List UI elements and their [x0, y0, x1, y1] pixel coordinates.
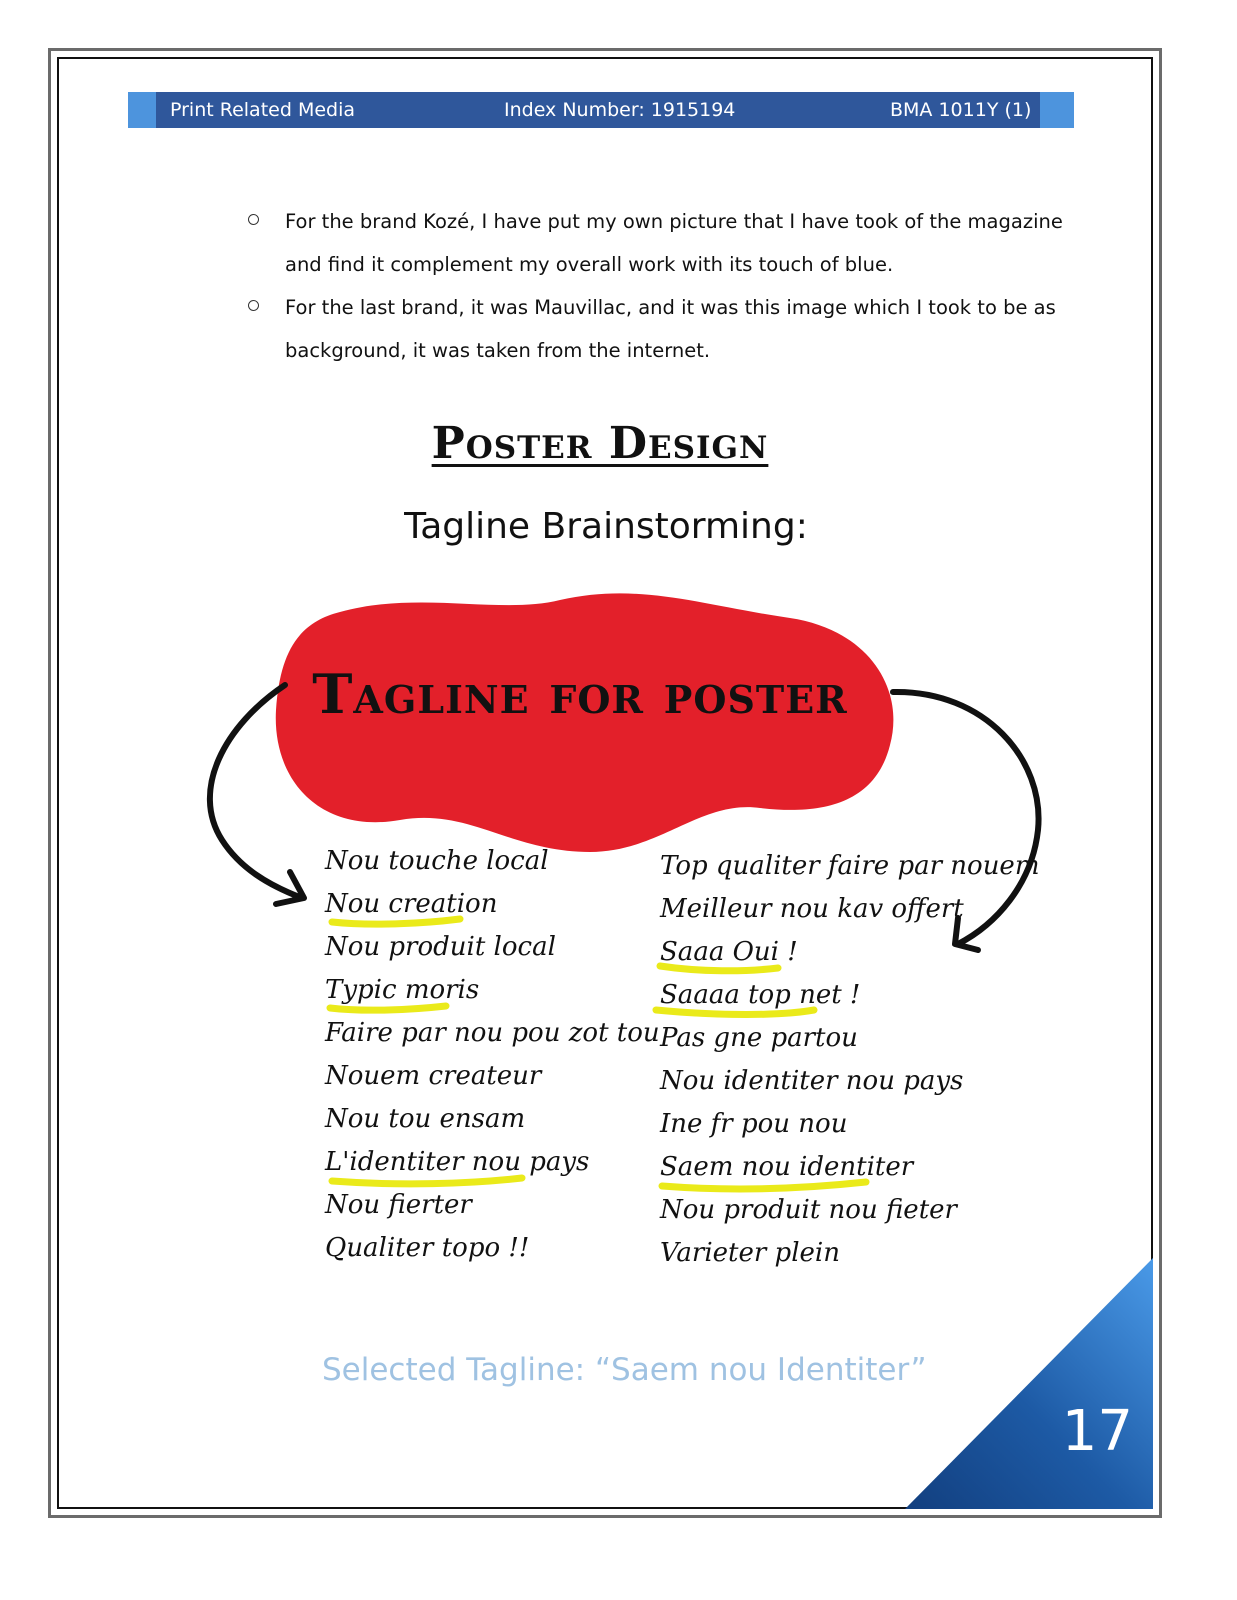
bullet-circle-icon [248, 214, 259, 225]
header-index-number: Index Number: 1915194 [504, 99, 736, 121]
tagline-item: Nou identiter nou pays [660, 1066, 964, 1096]
tagline-item: L'identiter nou pays [325, 1147, 590, 1177]
corner-triangle [905, 1258, 1153, 1509]
bullet-item [248, 200, 1078, 286]
page-number: 17 [1061, 1399, 1133, 1464]
header-cap-left [128, 92, 156, 128]
tagline-item: Nou tou ensam [325, 1104, 526, 1134]
blob-label: Tagline for poster [312, 662, 848, 726]
tagline-item: Typic moris [325, 975, 480, 1005]
bullet-circle-icon [248, 300, 259, 311]
header-course-code: BMA 1011Y (1) [890, 99, 1032, 121]
tagline-item: Saem nou identiter [660, 1152, 914, 1182]
header-cap-right [1040, 92, 1074, 128]
tagline-item: Nou creation [325, 889, 498, 919]
tagline-item: Pas gne partou [660, 1023, 858, 1053]
tagline-item: Nouem createur [325, 1061, 542, 1091]
selected-tagline: Selected Tagline: “Saem nou Identiter” [322, 1352, 927, 1388]
tagline-item: Top qualiter faire par nouem [660, 851, 1040, 881]
tagline-item: Saaa Oui ! [660, 937, 798, 967]
bullet-text: For the brand Kozé, I have put my own picture that I have took of the magazine and find it complement my overall work with its touch of blue. [285, 210, 1063, 276]
header-bar [128, 92, 1074, 128]
poster-design-heading-text: Poster Design [431, 418, 769, 469]
tagline-list-left [325, 840, 660, 1270]
bullet-item [248, 286, 1078, 372]
header-course-title: Print Related Media [170, 99, 356, 121]
tagline-item: Nou produit local [325, 932, 556, 962]
tagline-item: Nou produit nou fieter [660, 1195, 957, 1225]
tagline-brainstorming-heading: Tagline Brainstorming: [404, 506, 808, 547]
tagline-item: Varieter plein [660, 1238, 840, 1268]
bullet-text: For the last brand, it was Mauvillac, and it was this image which I took to be as background, it was taken from the internet. [285, 296, 1056, 362]
bullet-list [248, 200, 1078, 372]
tagline-item: Meilleur nou kav offert [660, 894, 964, 924]
poster-design-heading [0, 418, 1200, 469]
tagline-item: Qualiter topo !! [325, 1233, 530, 1263]
tagline-list-right [660, 845, 1039, 1275]
tagline-item: Nou fierter [325, 1190, 472, 1220]
tagline-item: Ine fr pou nou [660, 1109, 848, 1139]
tagline-item: Faire par nou pou zot tou [325, 1018, 660, 1048]
tagline-item: Nou touche local [325, 846, 549, 876]
tagline-item: Saaaa top net ! [660, 980, 861, 1010]
